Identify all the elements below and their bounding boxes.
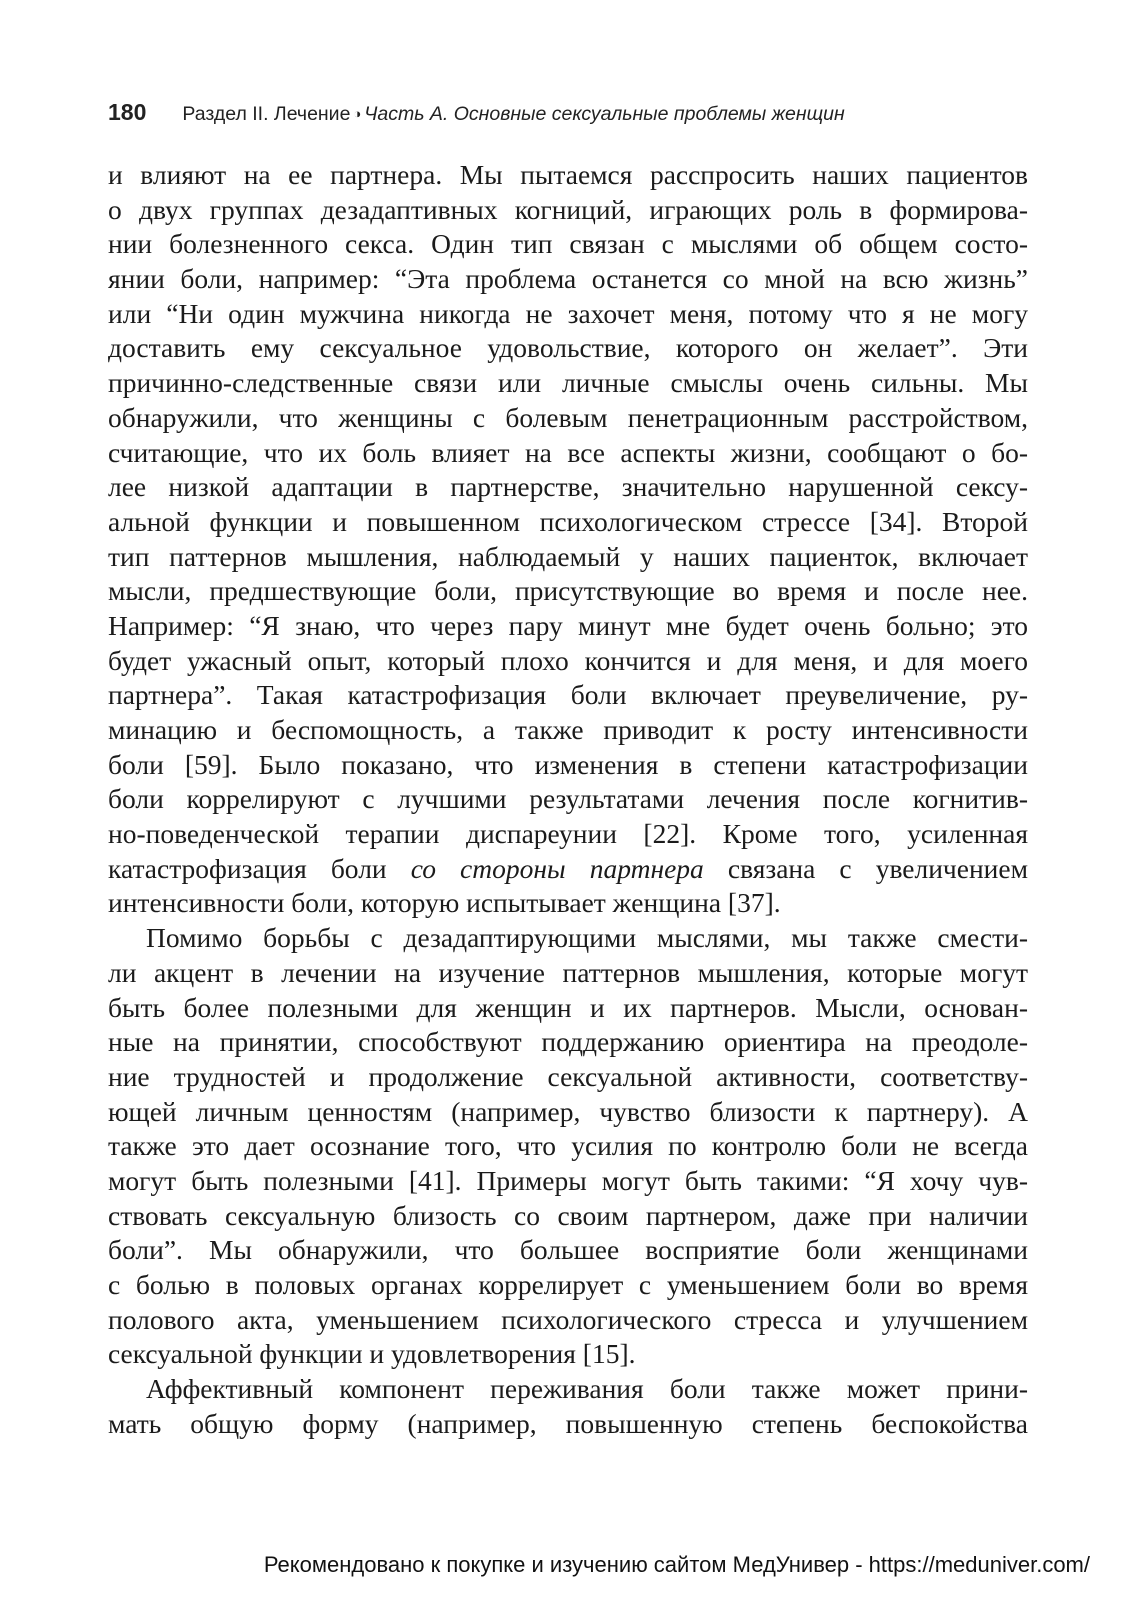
text-line: ние трудностей и продолжение сексуальной активности, соответству- (108, 1060, 1028, 1092)
paragraph-1 (108, 158, 1028, 921)
text-line: считающие, что их боль влияет на все аспекты жизни, сообщают о бо- (108, 436, 1028, 468)
text-line: мать общую форму (например, повышенную степень беспокойства (108, 1407, 1028, 1439)
text-line-with-italic (108, 852, 1028, 887)
text-line: ющей личным ценностям (например, чувство близости к партнеру). А (108, 1095, 1028, 1127)
text-line: доставить ему сексуальное удовольствие, которого он желает”. Эти (108, 332, 1028, 364)
text-line: минацию и беспомощность, а также приводит к росту интенсивности (108, 714, 1028, 745)
text-line: но-поведенческой терапии диспареунии [22]. Кроме того, усиленная (108, 818, 1028, 850)
paragraph-2 (108, 921, 1028, 1372)
page-number: 180 (108, 99, 147, 125)
section-title: Раздел II. Лечение (182, 103, 351, 125)
text-line: янии боли, например: “Эта проблема останется со мной на всю жизнь” (108, 263, 1028, 295)
text-line: тип паттернов мышления, наблюдаемый у наших пациенток, включает (108, 540, 1028, 572)
text-line: с болью в половых органах коррелирует с уменьшением боли во время (108, 1269, 1028, 1300)
text-line-last: интенсивности боли, которую испытывает женщина [37]. (108, 887, 781, 919)
text-line: Помимо борьбы с дезадаптирующими мыслями, мы также смести- (146, 922, 1028, 954)
text-segment: связана с увеличением (727, 852, 1028, 884)
footer-recommendation: Рекомендовано к покупке и изучению сайтом МедУнивер - https://meduniver.com/ (263, 1552, 1090, 1577)
text-line: о двух группах дезадаптивных когниций, играющих роль в формирова- (108, 193, 1028, 225)
text-line: боли коррелируют с лучшими результатами лечения после когнитив- (108, 783, 1028, 815)
text-line: боли”. Мы обнаружили, что большее восприятие боли женщинами (108, 1234, 1028, 1266)
text-line: причинно-следственные связи или личные смыслы очень сильны. Мы (108, 367, 1028, 399)
text-segment: катастрофизация боли (108, 852, 387, 884)
half-circle-separator-icon: ◑ (353, 106, 362, 121)
text-line: также это дает осознание того, что усилия по контролю боли не всегда (108, 1130, 1028, 1162)
text-line: нии болезненного секса. Один тип связан с мыслями об общем состо- (108, 228, 1028, 260)
text-line: полового акта, уменьшением психологического стресса и улучшением (108, 1303, 1028, 1335)
italic-phrase: со стороны партнера (410, 852, 704, 884)
text-line: лее низкой адаптации в партнерстве, значительно нарушенной сексу- (108, 471, 1028, 503)
text-line: или “Ни один мужчина никогда не захочет меня, потому что я не могу (108, 297, 1028, 329)
main-text (108, 158, 1028, 1441)
text-line: и влияют на ее партнера. Мы пытаемся расспросить наших пациентов (108, 159, 1028, 190)
running-header (108, 100, 1028, 126)
text-line: боли [59]. Было показано, что изменения в степени катастрофизации (108, 748, 1028, 780)
text-line: обнаружили, что женщины с болевым пенетрационным расстройством, (108, 401, 1028, 433)
text-line-last: сексуальной функции и удовлетворения [15]. (108, 1338, 636, 1370)
text-line: быть более полезными для женщин и их партнеров. Мысли, основан- (108, 991, 1028, 1023)
text-line: ные на принятии, способствуют поддержанию ориентира на преодоле- (108, 1026, 1028, 1058)
text-line: партнера”. Такая катастрофизация боли включает преувеличение, ру- (108, 679, 1028, 711)
text-line: альной функции и повышенном психологическом стрессе [34]. Второй (108, 505, 1028, 537)
text-line: мысли, предшествующие боли, присутствующие во время и после нее. (108, 575, 1028, 607)
text-line: могут быть полезными [41]. Примеры могут быть такими: “Я хочу чув- (108, 1164, 1028, 1196)
text-line: Аффективный компонент переживания боли также может прини- (146, 1373, 1028, 1405)
text-line: ствовать сексуальную близость со своим партнером, даже при наличии (108, 1199, 1028, 1231)
part-title: Часть А. Основные сексуальные проблемы женщин (364, 103, 845, 125)
text-line: будет ужасный опыт, который плохо кончится и для меня, и для моего (108, 644, 1028, 676)
text-line: ли акцент в лечении на изучение паттернов мышления, которые могут (108, 956, 1028, 988)
text-line: Например: “Я знаю, что через пару минут мне будет очень больно; это (108, 609, 1028, 641)
paragraph-3 (108, 1372, 1028, 1441)
